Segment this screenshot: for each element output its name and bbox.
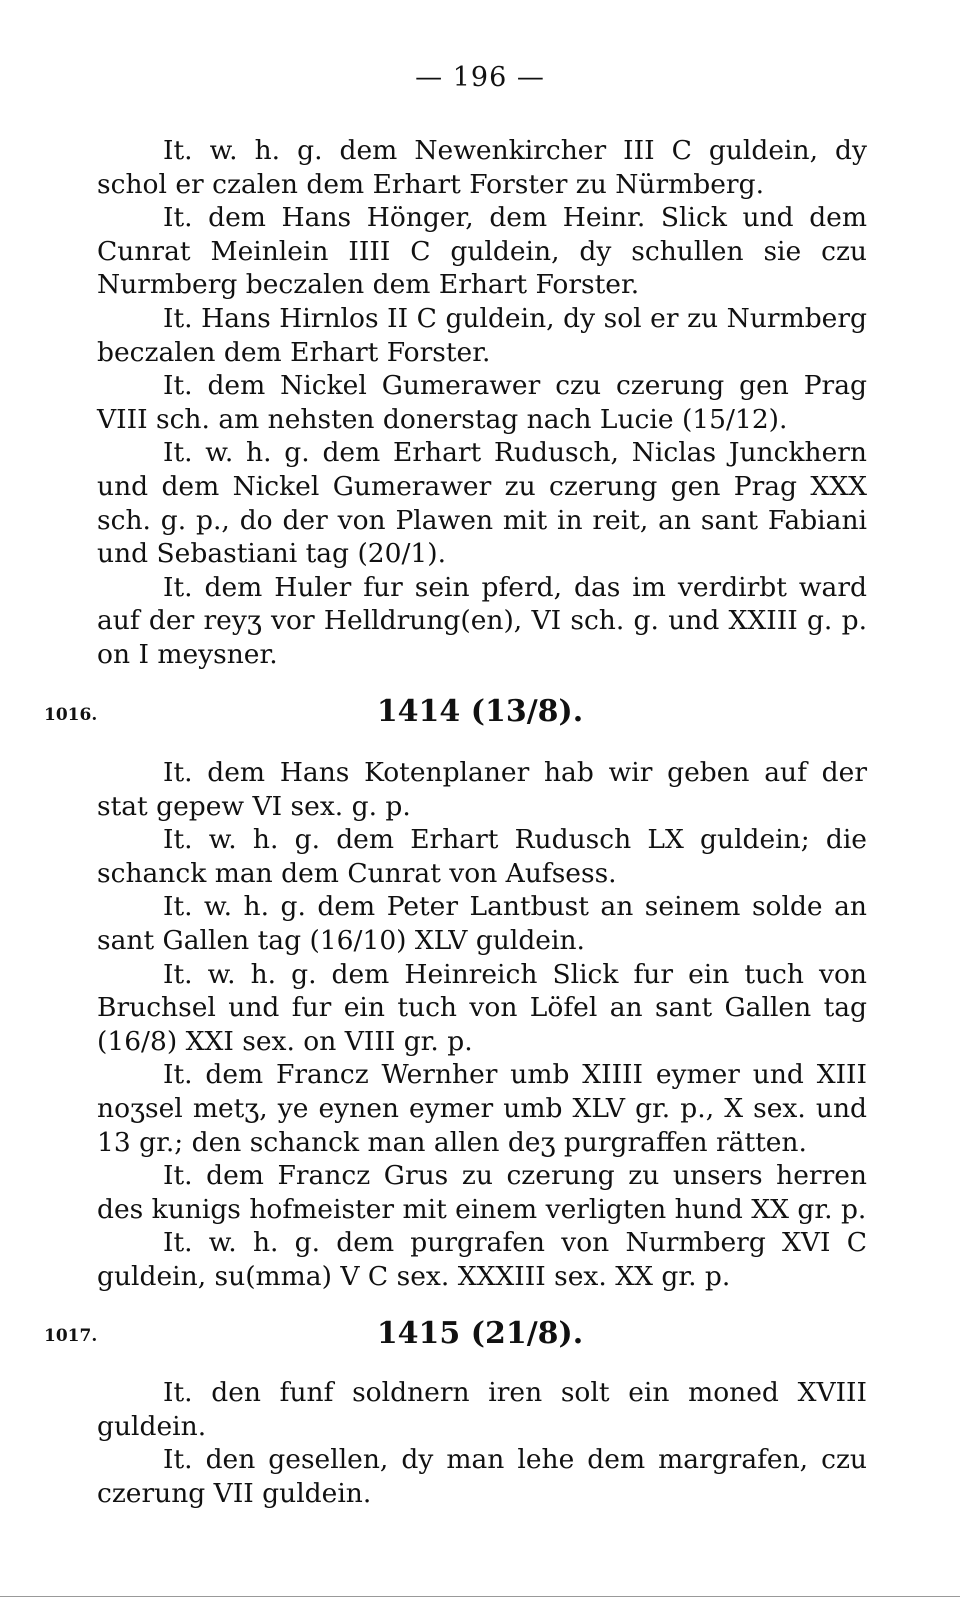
text-block-1 — [97, 134, 867, 672]
entry: It. dem Nickel Gumerawer czu czerung gen Prag VIII sch. am nehsten donerstag nach Lucie (15/12). — [97, 370, 867, 435]
year-heading: 1414 (13/8). — [376, 694, 584, 729]
entry: It. w. h. g. dem Newenkircher III C guldein, dy schol er czalen dem Erhart Forster zu Nürmberg. — [97, 135, 867, 200]
entry: It. dem Hans Hönger, dem Heinr. Slick und dem Cunrat Meinlein IIII C guldein, dy schullen sie czu Nurmberg beczalen dem Erhart Forster. — [97, 202, 867, 301]
page-edge-rule — [0, 1596, 960, 1597]
page-number: — 196 — — [415, 62, 545, 93]
entry: It. dem Huler fur sein pferd, das im verdirbt ward auf der reyʒ vor Helldrung(en), VI sch. g. und XXIII g. p. on I meysner. — [97, 571, 867, 670]
entry: It. dem Francz Grus zu czerung zu unsers herren des kunigs hofmeister mit einem verligten hund XX gr. p. — [97, 1160, 867, 1225]
entry: It. w. h. g. dem Peter Lantbust an seinem solde an sant Gallen tag (16/10) XLV guldein. — [97, 891, 867, 956]
entry: It. den gesellen, dy man lehe dem margrafen, czu czerung VII guldein. — [97, 1444, 867, 1509]
entry: It. Hans Hirnlos II C guldein, dy sol er zu Nurmberg beczalen dem Erhart Forster. — [97, 302, 867, 368]
entry: It. dem Hans Kotenplaner hab wir geben auf der stat gepew VI sex. g. p. — [97, 757, 867, 822]
year-heading: 1415 (21/8). — [376, 1316, 584, 1351]
text-block-2 — [97, 756, 867, 1294]
entry: It. w. h. g. dem Heinreich Slick fur ein tuch von Bruchsel und fur ein tuch von Löfel an sant Gallen tag (16/8) XXI sex. on VIII gr. p. — [97, 958, 867, 1057]
text-block-3 — [97, 1376, 867, 1510]
entry: It. w. h. g. dem Erhart Rudusch LX guldein; die schanck man dem Cunrat von Aufsess. — [97, 824, 867, 889]
document-number: 1017. — [44, 1326, 98, 1346]
entry: It. dem Francz Wernher umb XIIII eymer und XIII noʒsel metʒ, ye eynen eymer umb XLV gr. p., X sex. und 13 gr.; den schanck man allen deʒ purgraffen rätten. — [97, 1059, 867, 1158]
entry: It. den funf soldnern iren solt ein moned XVIII guldein. — [97, 1377, 867, 1442]
entry: It. w. h. g. dem Erhart Rudusch, Niclas Junckhern und dem Nickel Gumerawer zu czerung gen Prag XXX sch. g. p., do der von Plawen mit in reit, an sant Fabiani und Sebastiani tag (20/1). — [97, 437, 867, 570]
document-number: 1016. — [44, 705, 98, 725]
entry: It. w. h. g. dem purgrafen von Nurmberg XVI C guldein, su(mma) V C sex. XXXIII sex. XX gr. p. — [97, 1227, 867, 1292]
